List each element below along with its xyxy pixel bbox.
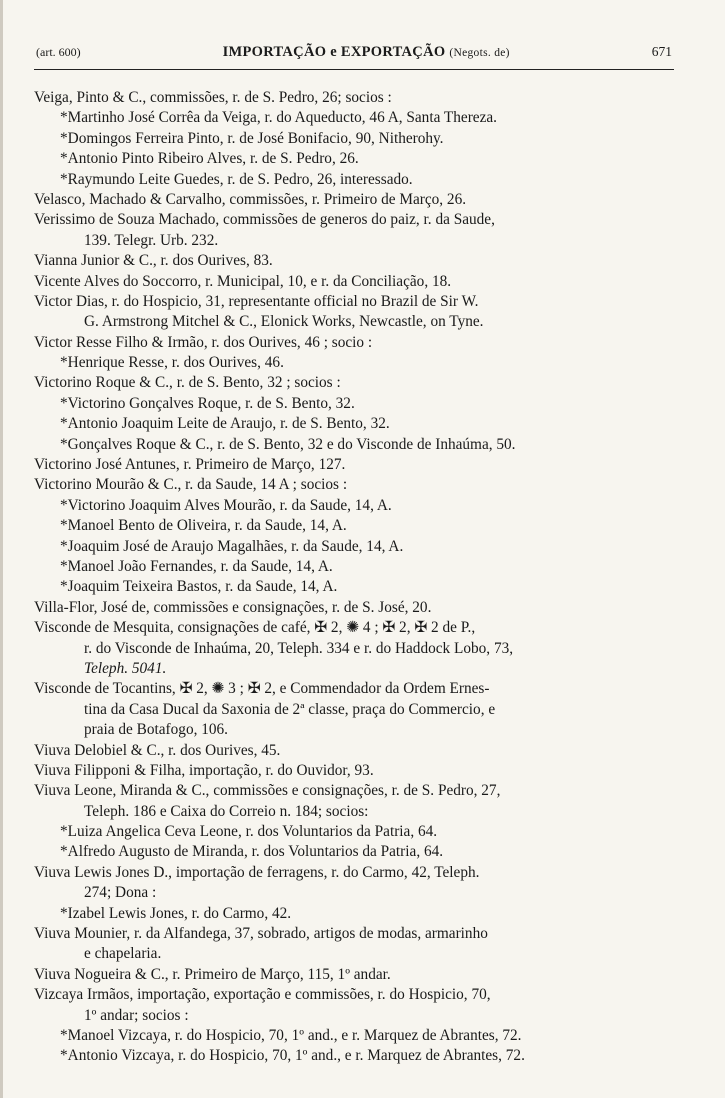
page-subtitle: (Negots. de): [449, 47, 510, 59]
directory-entries: [34, 88, 682, 1067]
entry-line: *Manoel João Fernandes, r. da Saude, 14, A.: [60, 557, 333, 575]
entry-line: *Victorino Gonçalves Roque, r. de S. Bento, 32.: [60, 394, 355, 412]
entry-line: Victor Resse Filho & Irmão, r. dos Ourives, 46 ; socio :: [34, 333, 373, 351]
entry-line: *Joaquim Teixeira Bastos, r. da Saude, 14, A.: [60, 578, 338, 596]
entry-line: *Antonio Vizcaya, r. do Hospicio, 70, 1º and., e r. Marquez de Abrantes, 72.: [60, 1047, 525, 1065]
entry-line: Verissimo de Souza Machado, commissões de generos do paiz, r. da Saude,: [34, 211, 495, 229]
entry-line: Victor Dias, r. do Hospicio, 31, representante official no Brazil de Sir W.: [34, 292, 479, 310]
entry-line: Visconde de Mesquita, consignações de café, ✠ 2, ✺ 4 ; ✠ 2, ✠ 2 de P.,: [34, 619, 476, 637]
entry-line: *Henrique Resse, r. dos Ourives, 46.: [60, 354, 284, 372]
entry-line: *Manoel Vizcaya, r. do Hospicio, 70, 1º and., e r. Marquez de Abrantes, 72.: [60, 1026, 522, 1044]
entry-line: G. Armstrong Mitchel & C., Elonick Works, Newcastle, on Tyne.: [84, 313, 484, 331]
entry-line: Teleph. 5041.: [84, 659, 167, 677]
entry-line: *Antonio Joaquim Leite de Araujo, r. de S. Bento, 32.: [60, 415, 390, 433]
entry-line: *Alfredo Augusto de Miranda, r. dos Voluntarios da Patria, 64.: [60, 843, 444, 861]
entry-line: Viuva Lewis Jones D., importação de ferragens, r. do Carmo, 42, Teleph.: [34, 863, 480, 881]
page-edge: [0, 0, 3, 1098]
entry-line: Viuva Leone, Miranda & C., commissões e consignações, r. de S. Pedro, 27,: [34, 782, 501, 800]
page-title-text: IMPORTAÇÃO e EXPORTAÇÃO: [222, 44, 446, 60]
entry-line: *Victorino Joaquim Alves Mourão, r. da Saude, 14, A.: [60, 496, 392, 514]
entry-line: *Raymundo Leite Guedes, r. de S. Pedro, 26, interessado.: [60, 170, 413, 188]
section-reference: (art. 600): [36, 45, 81, 59]
entry-line: Victorino Mourão & C., r. da Saude, 14 A ; socios :: [34, 476, 348, 494]
entry-line: *Luiza Angelica Ceva Leone, r. dos Voluntarios da Patria, 64.: [60, 823, 438, 841]
entry-line: *Izabel Lewis Jones, r. do Carmo, 42.: [60, 904, 292, 922]
entry-line: *Antonio Pinto Ribeiro Alves, r. de S. Pedro, 26.: [60, 150, 359, 168]
entry-line: Victorino José Antunes, r. Primeiro de Março, 127.: [34, 456, 346, 474]
entry-line: 1º andar; socios :: [84, 1006, 189, 1024]
entry-line: r. do Visconde de Inhaúma, 20, Teleph. 334 e r. do Haddock Lobo, 73,: [84, 639, 514, 657]
entry-line: Vianna Junior & C., r. dos Ourives, 83.: [34, 252, 273, 270]
page-header: [36, 44, 672, 66]
entry-line: Viuva Nogueira & C., r. Primeiro de Março, 115, 1º andar.: [34, 965, 391, 983]
page-number: 671: [651, 44, 672, 59]
entry-line: 274; Dona :: [84, 884, 157, 902]
entry-line: 139. Telegr. Urb. 232.: [84, 231, 219, 249]
entry-line: Velasco, Machado & Carvalho, commissões, r. Primeiro de Março, 26.: [34, 190, 467, 208]
page-title: [223, 44, 510, 61]
entry-line: tina da Casa Ducal da Saxonia de 2ª classe, praça do Commercio, e: [84, 700, 496, 718]
entry-line: *Martinho José Corrêa da Veiga, r. do Aqueducto, 46 A, Santa Thereza.: [60, 109, 497, 127]
entry-line: Visconde de Tocantins, ✠ 2, ✺ 3 ; ✠ 2, e Commendador da Ordem Ernes-: [34, 680, 490, 698]
entry-line: e chapelaria.: [84, 945, 162, 963]
entry-line: Vizcaya Irmãos, importação, exportação e commissões, r. do Hospicio, 70,: [34, 986, 491, 1004]
entry-line: Victorino Roque & C., r. de S. Bento, 32 ; socios :: [34, 374, 341, 392]
entry-line: Vicente Alves do Soccorro, r. Municipal, 10, e r. da Conciliação, 18.: [34, 272, 452, 290]
entry-line: *Gonçalves Roque & C., r. de S. Bento, 32 e do Visconde de Inhaúma, 50.: [60, 435, 516, 453]
entry-line: Veiga, Pinto & C., commissões, r. de S. Pedro, 26; socios :: [34, 89, 392, 106]
entry-line: praia de Botafogo, 106.: [84, 721, 229, 739]
entry-line: Villa-Flor, José de, commissões e consignações, r. de S. José, 20.: [34, 598, 432, 616]
entry-line: *Domingos Ferreira Pinto, r. de José Bonifacio, 90, Nitherohy.: [60, 129, 444, 147]
entry-line: *Joaquim José de Araujo Magalhães, r. da Saude, 14, A.: [60, 537, 404, 555]
entry-line: Teleph. 186 e Caixa do Correio n. 184; socios:: [84, 802, 369, 820]
header-rule: [34, 69, 674, 70]
entry-line: *Manoel Bento de Oliveira, r. da Saude, 14, A.: [60, 517, 347, 535]
entry-line: Viuva Filipponi & Filha, importação, r. do Ouvidor, 93.: [34, 761, 374, 779]
entry-line: Viuva Mounier, r. da Alfandega, 37, sobrado, artigos de modas, armarinho: [34, 925, 488, 943]
entry-line: Viuva Delobiel & C., r. dos Ourives, 45.: [34, 741, 281, 759]
